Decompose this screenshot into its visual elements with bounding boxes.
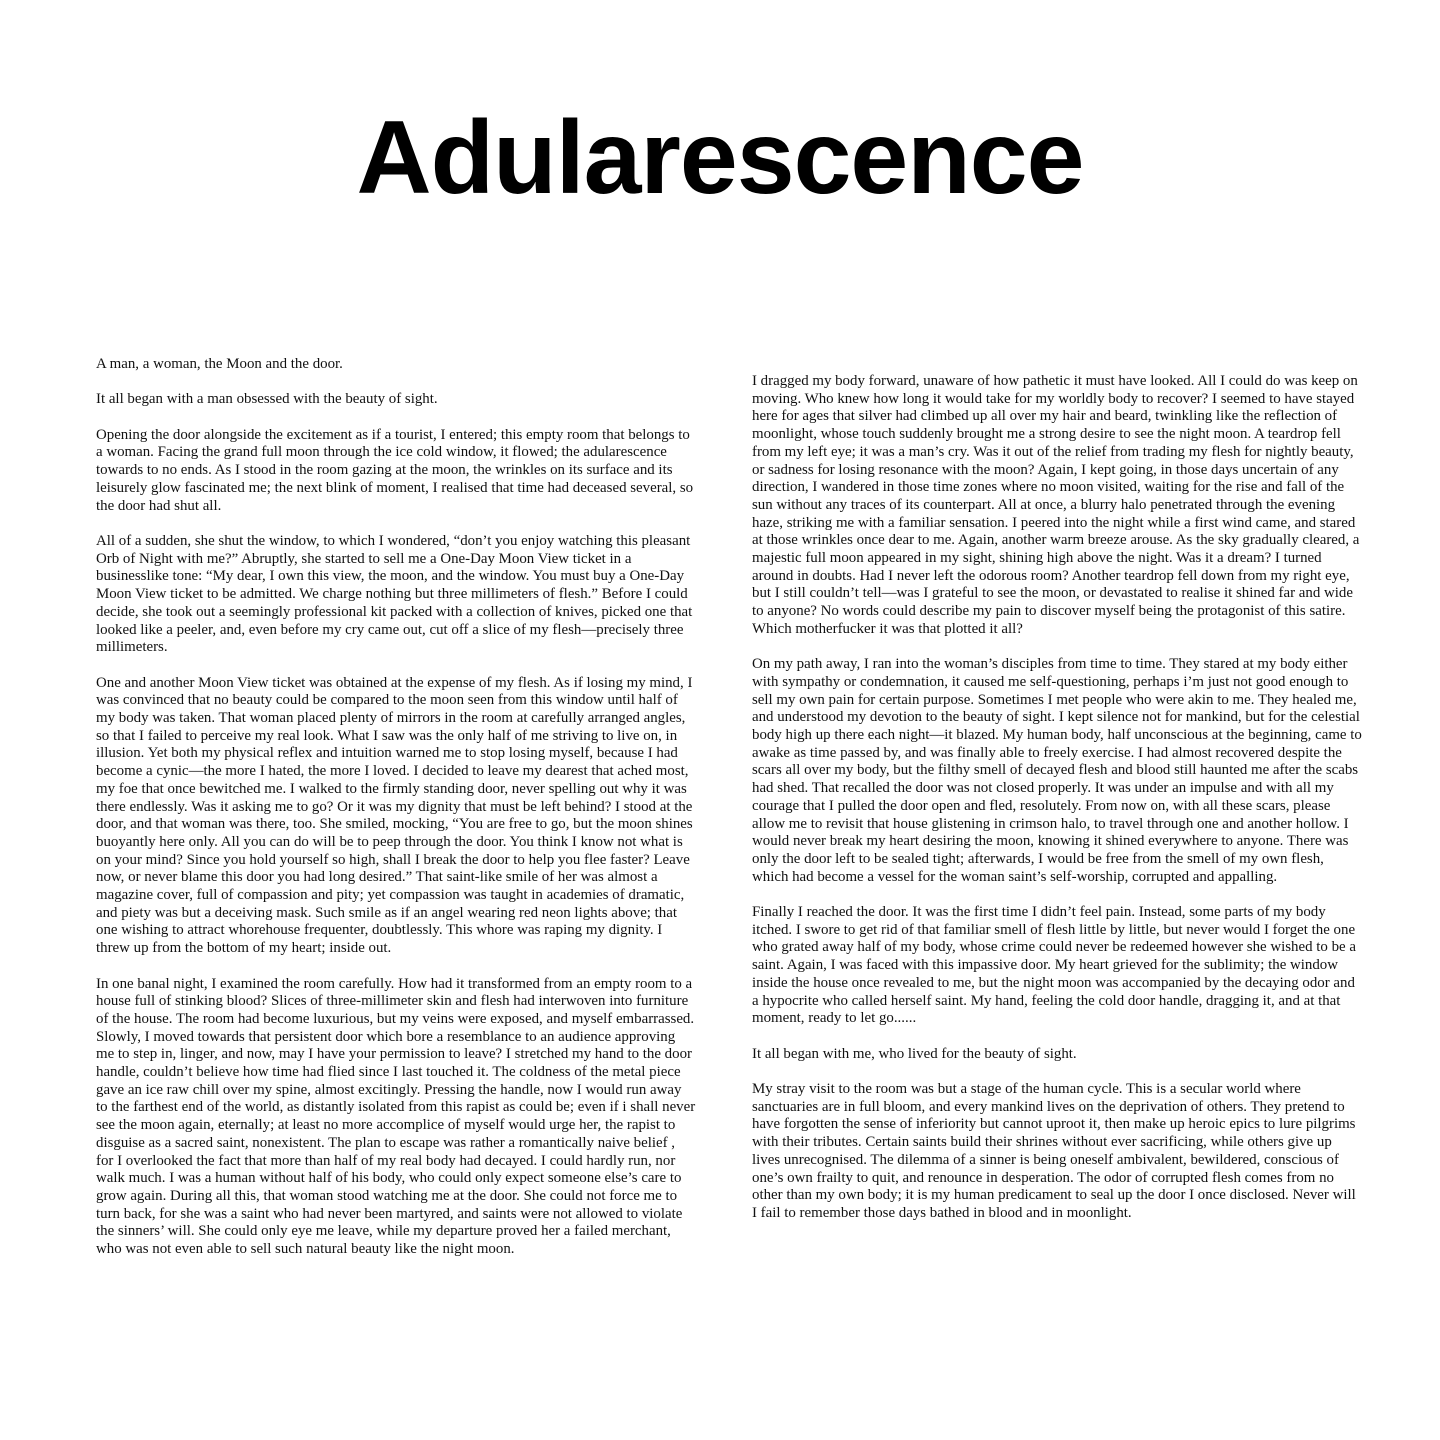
- paragraph: Finally I reached the door. It was the first time I didn’t feel pain. Instead, some parts of my body itched. I swore to get rid of that familiar smell of flesh little by little, but never would I forget the one who grated away half of my body, whose crime could never be redeemed however she wished to be a saint. Again, I was faced with this impassive door. My heart grieved for the sublimity; the window inside the house once revealed to me, but the night moon was accompanied by the decaying odor and a hypocrite who called herself saint. My hand, feeling the cold door handle, dragging it, and at that moment, ready to let go......: [752, 904, 1356, 1027]
- paragraph: My stray visit to the room was but a stage of the human cycle. This is a secular world where sanctuaries are in full bloom, and every mankind lives on the deprivation of others. They pretend to have forgotten the sense of inferiority but cannot uproot it, then make up heroic epics to lure pilgrims with their tributes. Certain saints build their shrines without ever sacrificing, while others give up lives unrecognised. The dilemma of a sinner is being oneself ambivalent, bewildered, conscious of one’s own frailty to quit, and renounce in desperation. The odor of corrupted flesh comes from no other than my own body; it is my human predicament to seal up the door I once disclosed. Never will I fail to remember those days bathed in blood and in moonlight.: [752, 1081, 1356, 1221]
- paragraph: It all began with me, who lived for the beauty of sight.: [752, 1045, 1077, 1062]
- left-column: [96, 356, 696, 1259]
- paragraph: It all began with a man obsessed with the beauty of sight.: [96, 391, 438, 408]
- right-column: [752, 373, 1363, 1223]
- paragraph: All of a sudden, she shut the window, to which I wondered, “don’t you enjoy watching this pleasant Orb of Night with me?” Abruptly, she started to sell me a One-Day Moon View ticket in a businesslike tone: “My dear, I own this view, the moon, and the window. You must buy a One-Day Moon View ticket to be admitted. We charge nothing but three millimeters of flesh.” Before I could decide, she took out a seemingly professional kit packed with a collection of knives, picked one that looked like a peeler, and, even before my cry came out, cut off a slice of my flesh—precisely three millimeters.: [96, 532, 693, 656]
- paragraph: Opening the door alongside the excitement as if a tourist, I entered; this empty room that belongs to a woman. Facing the grand full moon through the ice cold window, it flowed; the adularescence towards to no ends. As I stood in the room gazing at the moon, the wrinkles on its surface and its leisurely glow fascinated me; the next blink of moment, I realised that time had deceased several, so the door had shut all.: [96, 426, 694, 514]
- paragraph: In one banal night, I examined the room carefully. How had it transformed from an empty room to a house full of stinking blood? Slices of three-millimeter skin and flesh had interwoven into furniture of the house. The room had become luxurious, but my veins were exposed, and myself embarrassed. Slowly, I moved towards that persistent door which bore a resemblance to an audience approving me to step in, linger, and now, may I have your permission to leave? I stretched my hand to the door handle, couldn’t believe how time had flied since I last touched it. The coldness of the metal piece gave an ice raw chill over my spine, almost excitingly. Pressing the handle, now I would run away to the farthest end of the world, as distantly isolated from this rapist as could be; even if i shall never see the moon again, eternally; at least no more accomplice of myself would urge her, the rapist to disguise as a sacred saint, nonexistent. The plan to escape was rather a romantically naive belief , for I overlooked the fact that more than half of my real body had decayed. I could hardly run, nor walk much. I was a human without half of his body, who could only expect someone else’s care to grow again. During all this, that woman stood watching me at the door. She could not force me to turn back, for she was a saint who had never been martyred, and saints were not allowed to violate the sinners’ will. She could only eye me leave, while my departure proved her a failed merchant, who was not even able to sell such natural beauty like the night moon.: [96, 975, 696, 1258]
- page-title: Adularescence: [356, 100, 1084, 216]
- paragraph: I dragged my body forward, unaware of how pathetic it must have looked. All I could do was keep on moving. Who knew how long it would take for my worldly body to recover? I seemed to have stayed here for ages that silver had climbed up all over my hair and beard, twinkling like the reflection of moonlight, whose touch suddenly brought me a strong desire to see the night moon. A teardrop fell from my left eye; it was a man’s cry. Was it out of the relief from trading my flesh for nightly beauty, or sadness for losing resonance with the moon? Again, I kept going, in those days uncertain of any direction, I wandered in those time zones where no moon visited, waiting for the rise and fall of the sun without any traces of its counterpart. All at once, a blurry halo penetrated through the evening haze, striking me with a familiar sensation. I peered into the night while a first wind came, and stared at those wrinkles once dear to me. Again, another warm breeze arouse. As the sky gradually cleared, a majestic full moon appeared in my sight, shining high above the night. Was it a dream? I turned around in doubts. Had I never left the odorous room? Another teardrop fell down from my right eye, but I still couldn’t tell—was I grateful to see the moon, or devastated to realise it shined far and wide to anyone? No words could describe my pain to discover myself being the protagonist of this satire. Which motherfucker it was that plotted it all?: [752, 373, 1360, 637]
- paragraph: A man, a woman, the Moon and the door.: [96, 356, 343, 372]
- paragraph: One and another Moon View ticket was obtained at the expense of my flesh. As if losing my mind, I was convinced that no beauty could be compared to the moon seen from this window until half of my body was taken. That woman placed plenty of mirrors in the room at carefully arranged angles, so that I failed to perceive my real look. What I saw was the only half of me striving to live on, in illusion. Yet both my physical reflex and intuition warned me to stop losing myself, because I had become a cynic—the more I hated, the more I loved. I decided to leave my dearest that ached most, my foe that once bewitched me. I walked to the firmly standing door, never spelling out why it was there endlessly. Was it asking me to go? Or it was my dignity that must be left behind? I stood at the door, and that woman was there, too. She smiled, mocking, “You are free to go, but the moon shines buoyantly here only. All you can do will be to peep through the door. You think I know not what is on your mind? Since you hold yourself so high, shall I break the door to help you flee faster? Leave now, or never blame this door you had long desired.” That saint-like smile of her was almost a magazine cover, full of compassion and pity; yet compassion was taught in academies of dramatic, and piety was but a deceiving mask. Such smile as if an angel wearing red neon lights above; that one wishing to attract whorehouse frequenter, doubtlessly. This whore was raping my dignity. I threw up from the bottom of my heart; inside out.: [96, 674, 693, 957]
- paragraph: On my path away, I ran into the woman’s disciples from time to time. They stared at my body either with sympathy or condemnation, it caused me self-questioning, perhaps i’m just not good enough to sell my own pain for certain purpose. Sometimes I met people who were akin to me. They healed me, and understood my devotion to the beauty of sight. I kept silence not for mankind, but for the celestial body high up there each night—it blazed. My human body, half unconscious at the beginning, came to awake as time passed by, and was finally able to freely exercise. I had almost recovered despite the scars all over my body, but the filthy smell of decayed flesh and blood still haunted me after the scabs had shed. That recalled the door was not closed properly. It was under an impulse and with all my courage that I pulled the door open and fled, resolutely. From now on, with all these scars, please allow me to revisit that house glistening in crimson halo, to travel through one and another hollow. I would never break my heart desiring the moon, knowing it shined everywhere to anyone. There was only the door left to be sealed tight; afterwards, I would be free from the smell of my own flesh, which had become a vessel for the woman saint’s self-worship, corrupted and appalling.: [752, 656, 1362, 885]
